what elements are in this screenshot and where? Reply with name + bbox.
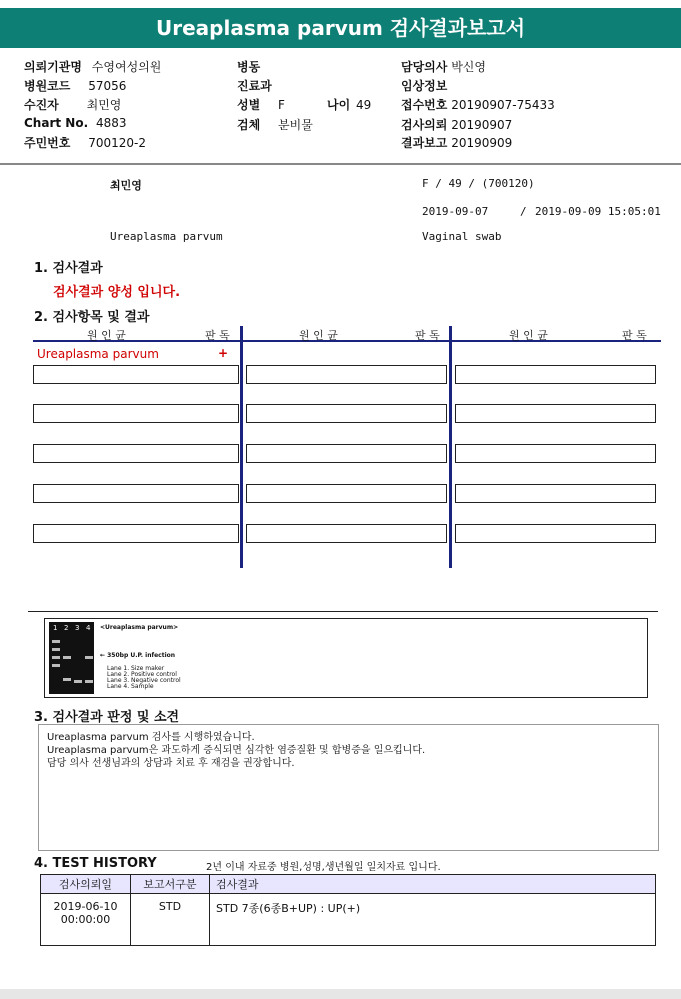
- chart-row: [24, 116, 127, 130]
- result-cell: [455, 524, 656, 543]
- result-cell: [246, 444, 447, 463]
- sex-value: F: [278, 98, 285, 112]
- footer-bar: [0, 989, 681, 999]
- result-cell: [246, 524, 447, 543]
- gel-band: [52, 640, 60, 643]
- gel-title: <Ureaplasma parvum>: [100, 624, 179, 631]
- chart-label: Chart No.: [24, 116, 89, 130]
- history-header-row: [41, 875, 656, 894]
- specimen-row: [237, 116, 313, 133]
- result-cell: [33, 524, 239, 543]
- column-header-2: [243, 326, 450, 342]
- history-note: 2년 이내 자료중 병원,성명,생년월일 일치자료 입니다.: [206, 862, 441, 873]
- summary-request-date: 2019-09-07: [422, 205, 489, 218]
- summary-name: 최민영: [110, 179, 142, 192]
- table-row: [41, 894, 656, 946]
- column-divider: [240, 326, 243, 568]
- finding-line: Ureaplasma parvum 검사를 시행하였습니다.: [47, 732, 255, 743]
- section1-result: 검사결과 양성 입니다.: [53, 285, 181, 300]
- col2-judgement: 판 독: [415, 329, 440, 342]
- summary-test: Ureaplasma parvum: [110, 230, 223, 243]
- col1-organism: 원 인 균: [87, 329, 126, 342]
- doctor-row: [401, 58, 486, 75]
- col3-judgement: 판 독: [622, 329, 647, 342]
- gel-band: [52, 648, 60, 651]
- header-divider: [0, 163, 681, 165]
- report-label: 결과보고: [401, 136, 448, 150]
- col1-judgement: 판 독: [205, 329, 230, 342]
- gel-band: [52, 664, 60, 667]
- age-value: 49: [356, 98, 372, 112]
- gel-band: [63, 656, 71, 659]
- result-cell: [33, 484, 239, 503]
- finding-line: 담당 의사 선생님과의 상담과 치료 후 재검을 권장합니다.: [47, 758, 295, 769]
- dept-label: 진료과: [237, 79, 272, 93]
- result-cell: [33, 444, 239, 463]
- lane-3-label: 3: [75, 624, 80, 632]
- section3-title: 3. 검사결과 판정 및 소견: [34, 710, 180, 725]
- gel-divider: [28, 611, 658, 612]
- history-table: [40, 874, 656, 946]
- result-cell: [455, 404, 656, 423]
- lane-2-label: 2: [64, 624, 69, 632]
- history-date-cell: [41, 894, 131, 946]
- code-value: 57056: [88, 79, 127, 93]
- request-value: 20190907: [451, 118, 513, 132]
- column-header-3: [452, 326, 661, 342]
- patient-row: [24, 96, 121, 113]
- hospital-value: 수영여성의원: [91, 60, 162, 74]
- section2-title: 2. 검사항목 및 결과: [34, 310, 150, 325]
- result-cell: [33, 404, 239, 423]
- findings-box: [38, 724, 659, 851]
- gel-legend-item: Lane 3. Negative control: [107, 677, 181, 684]
- patient-value: 최민영: [86, 98, 122, 112]
- column-header-1: [33, 326, 241, 342]
- gel-band: [63, 678, 71, 681]
- gel-legend-item: Lane 1. Size maker: [107, 665, 165, 672]
- code-row: [24, 77, 126, 94]
- result-cell: [455, 484, 656, 503]
- request-label: 검사의뢰: [401, 118, 448, 132]
- summary-report-datetime: 2019-09-09 15:05:01: [535, 205, 661, 218]
- rrn-value: 700120-2: [88, 136, 146, 150]
- rrn-row: [24, 134, 146, 151]
- section4-title: 4. TEST HISTORY: [34, 856, 157, 871]
- first-organism: Ureaplasma parvum: [37, 347, 159, 361]
- receipt-value: 20190907-75433: [451, 98, 555, 112]
- section1-title: 1. 검사결과: [34, 261, 103, 276]
- specimen-label: 검체: [237, 118, 261, 132]
- receipt-label: 접수번호: [401, 98, 448, 112]
- history-header: 검사의뢰일: [41, 875, 131, 894]
- gel-legend-item: Lane 2. Positive control: [107, 671, 177, 678]
- history-header: 보고서구분: [131, 875, 210, 894]
- report-title: Ureaplasma parvum 검사결과보고서: [0, 8, 681, 48]
- gel-band: [85, 680, 93, 683]
- result-cell: [246, 365, 447, 384]
- rrn-label: 주민번호: [24, 136, 71, 150]
- gel-photo: [49, 622, 94, 694]
- patient-label: 수진자: [24, 98, 59, 112]
- col3-organism: 원 인 균: [509, 329, 548, 342]
- ward-label: 병동: [237, 60, 261, 74]
- history-type: STD: [131, 894, 210, 946]
- doctor-label: 담당의사: [401, 60, 448, 74]
- clinical-label: 임상정보: [401, 79, 448, 93]
- result-cell: [455, 444, 656, 463]
- result-cell: [246, 484, 447, 503]
- lane-1-label: 1: [53, 624, 58, 632]
- hospital-label: 의뢰기관명: [24, 60, 82, 74]
- specimen-value: 분비물: [278, 118, 313, 132]
- lane-4-label: 4: [86, 624, 91, 632]
- column-divider: [449, 326, 452, 568]
- chart-value: 4883: [95, 116, 127, 130]
- gel-legend-item: Lane 4. Sample: [107, 683, 154, 690]
- gel-band: [74, 680, 82, 683]
- sex-row: [237, 96, 285, 113]
- code-label: 병원코드: [24, 79, 71, 93]
- gel-band: [52, 656, 60, 659]
- gel-band-label: ← 350bp U.P. infection: [100, 652, 176, 659]
- hospital-row: [24, 58, 161, 75]
- history-result: STD 7종(6종B+UP) : UP(+): [210, 894, 656, 946]
- result-cell: [455, 365, 656, 384]
- report-row: [401, 134, 512, 151]
- doctor-value: 박신영: [451, 60, 486, 74]
- sex-label: 성별: [237, 98, 261, 112]
- history-time: 00:00:00: [60, 913, 111, 926]
- age-label: 나이: [327, 98, 351, 112]
- gel-image: [44, 618, 648, 698]
- age-row: [327, 96, 371, 113]
- summary-sex-age: F / 49 / (700120): [422, 177, 535, 190]
- first-result: +: [218, 346, 229, 360]
- result-cell: [33, 365, 239, 384]
- history-header: 검사결과: [210, 875, 656, 894]
- summary-specimen: Vaginal swab: [422, 230, 502, 243]
- result-cell: [246, 404, 447, 423]
- finding-line: Ureaplasma parvum은 과도하게 증식되면 심각한 염증질환 및 합병증을 일으킵니다.: [47, 745, 426, 756]
- col2-organism: 원 인 균: [299, 329, 338, 342]
- report-value: 20190909: [451, 136, 513, 150]
- history-date: 2019-06-10: [53, 900, 118, 913]
- summary-date-sep: /: [520, 205, 527, 218]
- receipt-row: [401, 96, 555, 113]
- request-row: [401, 116, 512, 133]
- gel-band: [85, 656, 93, 659]
